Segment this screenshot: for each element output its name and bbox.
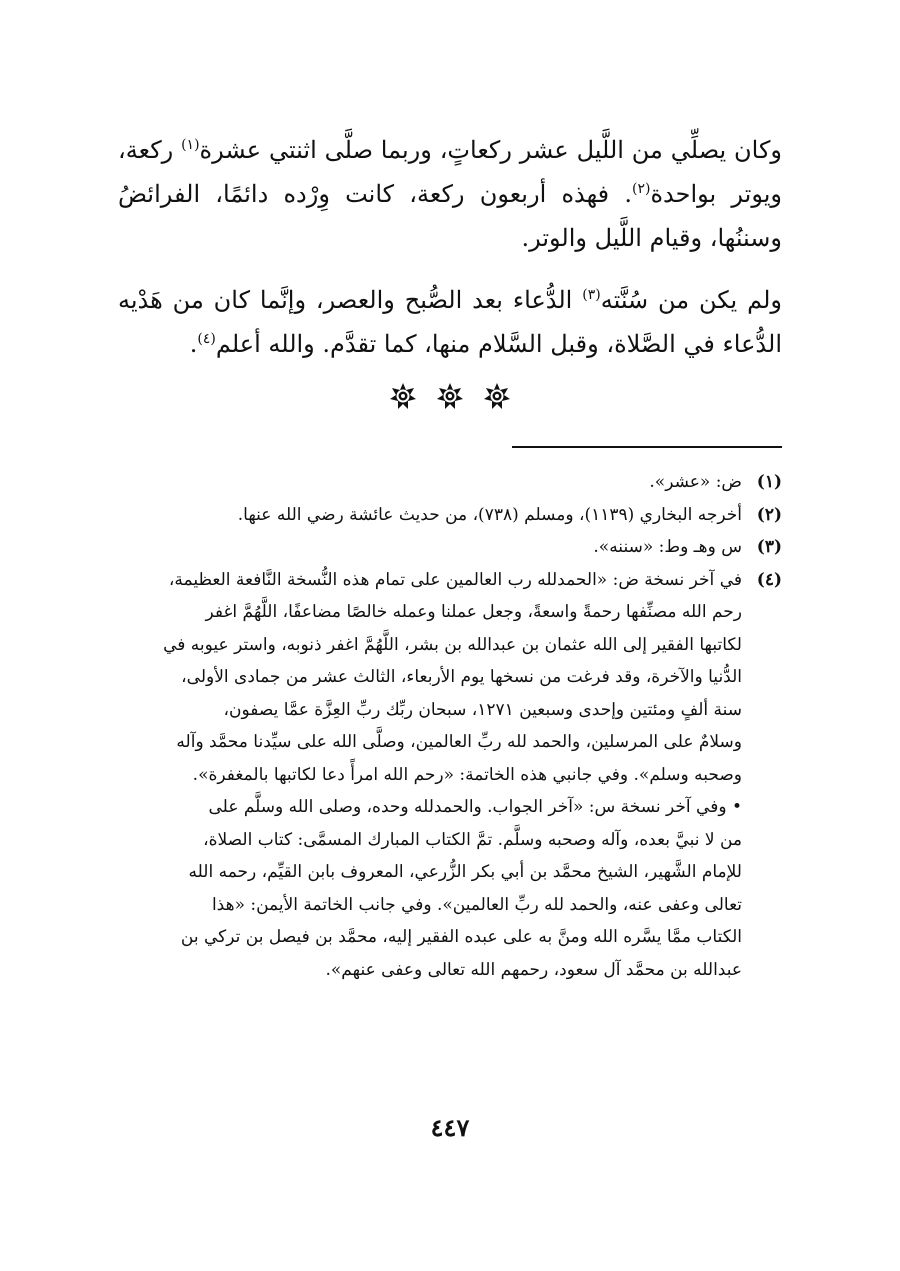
footnote-body xyxy=(118,499,742,532)
footnote-line: لكاتبها الفقير إلى الله عثمان بن عبدالله بن بشر، اللَّهُمَّ اغفر ذنوبه، واستر عيوبه في xyxy=(163,634,742,655)
footnote-line: في آخر نسخة ض: «الحمدلله رب العالمين على تمام هذه النُّسخة النَّافعة العظيمة، xyxy=(168,569,742,590)
footnote-line: ض: «عشر». xyxy=(649,472,742,492)
footnote-separator xyxy=(512,446,782,448)
footnote-line: الكتاب ممَّا يسَّره الله ومنَّ به على عبده الفقير إليه، محمَّد بن فيصل بن تركي بن xyxy=(180,927,742,947)
paragraph-2-start: ولم يكن من سُنَّته xyxy=(600,286,782,314)
footnote-line: من لا نبيَّ بعده، وآله وصحبه وسلَّم. تمَّ الكتاب المبارك المسمَّى: كتاب الصلاة، xyxy=(203,829,742,850)
paragraph-1 xyxy=(118,128,782,260)
footnote-line: الدُّنيا والآخرة، وقد فرغت من نسخها يوم الأربعاء، الثالث عشر من جمادى الأولى، xyxy=(181,667,742,687)
footnote-line: وصحبه وسلم». وفي جانبي هذه الخاتمة: «رحم الله امرأً دعا لكاتبها بالمغفرة». xyxy=(192,764,742,785)
footnote-ref-4: (٤) xyxy=(197,331,216,347)
footnote-line: سنة ألفٍ ومئتين وإحدى وسبعين ١٢٧١، سبحان ربِّك ربِّ العِزَّة عمَّا يصفون، xyxy=(223,699,742,720)
main-text xyxy=(118,128,782,366)
footnote-body xyxy=(118,564,742,987)
ornament-icon xyxy=(436,382,464,410)
ornament-icon xyxy=(483,382,511,410)
footnote-body xyxy=(118,466,742,499)
ornament-icon xyxy=(389,382,417,410)
footnote-line: رحم الله مصنِّفها رحمةً واسعةً، وجعل عملنا وعمله خالصًا مضاعفًا، اللَّهُمَّ اغفر xyxy=(205,602,742,622)
footnote-3 xyxy=(118,531,782,564)
paragraph-1-end: . فهذه أربعون ركعة، كانت وِرْده دائمًا، الفرائضُ وسننُها، وقيام اللَّيل والوتر. xyxy=(118,180,782,252)
footnote-line: أخرجه البخاري (١١٣٩)، ومسلم (٧٣٨)، من حديث عائشة رضي الله عنها. xyxy=(237,504,742,525)
footnotes xyxy=(118,466,782,986)
footnote-line: س وهـ وط: «سننه». xyxy=(593,537,742,557)
footnote-line: تعالى وعفى عنه، والحمد لله ربِّ العالمين». وفي جانب الخاتمة الأيمن: «هذا xyxy=(211,894,742,915)
paragraph-1-text: وكان يصلِّي من اللَّيل عشر ركعاتٍ، وربما صلَّى اثنتي عشرة xyxy=(199,136,783,164)
footnote-ref-3: (٣) xyxy=(582,287,601,303)
footnote-line: وسلامٌ على المرسلين، والحمد لله ربِّ العالمين، وصلَّى الله على سيِّدنا محمَّد وآله xyxy=(176,732,742,752)
paragraph-2-mid: الدُّعاء بعد الصُّبح والعصر، وإنَّما كان من هَدْيه الدُّعاء في الصَّلاة، وقبل السَّلام منها، كما تقدَّم. والله أعلم xyxy=(118,286,782,358)
footnote-ref-1: (١) xyxy=(181,137,200,153)
footnote-line: عبدالله بن محمَّد آل سعود، رحمهم الله تعالى وعفى عنهم». xyxy=(325,959,742,980)
paragraph-2 xyxy=(118,278,782,366)
footnote-4 xyxy=(118,564,782,987)
section-divider xyxy=(118,382,782,430)
footnote-number: (٢) xyxy=(756,504,782,525)
footnote-line: للإمام الشَّهير، الشيخ محمَّد بن أبي بكر الزُّرعي، المعروف بابن القيِّم، رحمه الله xyxy=(188,862,742,882)
paragraph-2-end: . xyxy=(189,330,198,358)
page-content xyxy=(118,128,782,986)
footnote-number: (٣) xyxy=(756,537,782,557)
footnote-body xyxy=(118,531,742,564)
page-number: ٤٤٧ xyxy=(430,1113,470,1142)
footnote-number: (١) xyxy=(756,472,782,492)
footnote-number: (٤) xyxy=(756,569,782,590)
footnote-line: • وفي آخر نسخة س: «آخر الجواب. والحمدلله وحده، وصلى الله وسلَّم على xyxy=(208,797,742,817)
paragraph-1-cont: ركعة، ويوتر بواحدة xyxy=(118,136,782,208)
footnote-ref-2: (٢) xyxy=(631,181,651,197)
footnote-1 xyxy=(118,466,782,499)
footnote-2 xyxy=(118,499,782,532)
